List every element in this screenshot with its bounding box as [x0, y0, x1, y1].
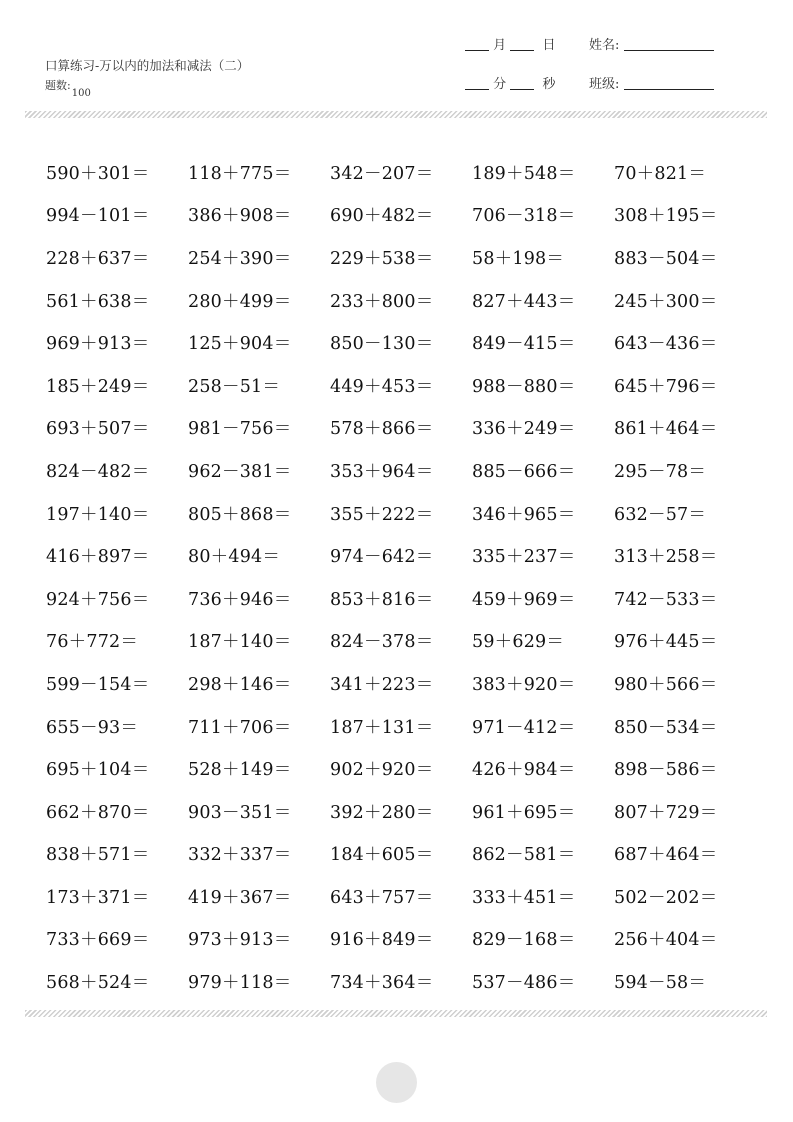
problem-item: 742－533＝ [614, 589, 718, 610]
bottom-divider [25, 1010, 767, 1017]
problem-item: 594－58＝ [614, 973, 707, 994]
problem-row [46, 236, 756, 279]
day-label: 日 [542, 38, 556, 53]
minute-blank[interactable] [465, 89, 489, 90]
minute-label: 分 [493, 77, 507, 92]
problem-item: 829－168＝ [472, 930, 576, 951]
problem-item: 590＋301＝ [46, 163, 150, 184]
problem-item: 335＋237＝ [472, 547, 576, 568]
page-indicator [376, 1062, 417, 1103]
problem-item: 70＋821＝ [614, 163, 707, 184]
problem-item: 528＋149＝ [188, 760, 292, 781]
problem-item: 386＋908＝ [188, 206, 292, 227]
problem-item: 979＋118＝ [188, 973, 292, 994]
problem-item: 807＋729＝ [614, 802, 718, 823]
problem-item: 885－666＝ [472, 461, 576, 482]
problem-item: 988－880＝ [472, 376, 576, 397]
problem-grid [46, 151, 756, 1003]
problem-item: 861＋464＝ [614, 419, 718, 440]
problem-item: 981－756＝ [188, 419, 292, 440]
problem-item: 838＋571＝ [46, 845, 150, 866]
problem-item: 805＋868＝ [188, 504, 292, 525]
problem-item: 313＋258＝ [614, 547, 718, 568]
month-label: 月 [493, 38, 507, 53]
problem-item: 853＋816＝ [330, 589, 434, 610]
problem-item: 333＋451＝ [472, 887, 576, 908]
problem-item: 187＋131＝ [330, 717, 434, 738]
problem-item: 903－351＝ [188, 802, 292, 823]
problem-item: 632－57＝ [614, 504, 707, 525]
problem-count-label: 题数: [45, 79, 71, 92]
time-fields [465, 73, 555, 92]
problem-item: 298＋146＝ [188, 674, 292, 695]
problem-item: 974－642＝ [330, 547, 434, 568]
problem-item: 342－207＝ [330, 163, 434, 184]
problem-item: 824－378＝ [330, 632, 434, 653]
problem-item: 862－581＝ [472, 845, 576, 866]
problem-item: 643－436＝ [614, 334, 718, 355]
month-blank[interactable] [465, 50, 489, 51]
name-field [589, 34, 714, 53]
problem-item: 850－534＝ [614, 717, 718, 738]
problem-item: 969＋913＝ [46, 334, 150, 355]
problem-item: 973＋913＝ [188, 930, 292, 951]
problem-item: 229＋538＝ [330, 248, 434, 269]
problem-item: 971－412＝ [472, 717, 576, 738]
class-blank[interactable] [624, 89, 714, 90]
problem-item: 419＋367＝ [188, 887, 292, 908]
problem-item: 233＋800＝ [330, 291, 434, 312]
problem-item: 687＋464＝ [614, 845, 718, 866]
class-label: 班级: [589, 77, 620, 92]
problem-item: 883－504＝ [614, 248, 718, 269]
problem-item: 898－586＝ [614, 760, 718, 781]
problem-item: 173＋371＝ [46, 887, 150, 908]
problem-item: 662＋870＝ [46, 802, 150, 823]
problem-row [46, 833, 756, 876]
problem-item: 655－93＝ [46, 717, 139, 738]
problem-item: 308＋195＝ [614, 206, 718, 227]
problem-row [46, 321, 756, 364]
problem-item: 254＋390＝ [188, 248, 292, 269]
problem-item: 76＋772＝ [46, 632, 139, 653]
problem-item: 336＋249＝ [472, 419, 576, 440]
problem-item: 980＋566＝ [614, 674, 718, 695]
problem-item: 924＋756＝ [46, 589, 150, 610]
problem-row [46, 620, 756, 663]
problem-item: 962－381＝ [188, 461, 292, 482]
problem-item: 693＋507＝ [46, 419, 150, 440]
problem-row [46, 492, 756, 535]
problem-item: 228＋637＝ [46, 248, 150, 269]
problem-item: 125＋904＝ [188, 334, 292, 355]
problem-item: 736＋946＝ [188, 589, 292, 610]
problem-row [46, 747, 756, 790]
problem-item: 850－130＝ [330, 334, 434, 355]
problem-item: 561＋638＝ [46, 291, 150, 312]
problem-item: 332＋337＝ [188, 845, 292, 866]
problem-item: 80＋494＝ [188, 547, 281, 568]
name-blank[interactable] [624, 50, 714, 51]
problem-item: 568＋524＝ [46, 973, 150, 994]
problem-item: 280＋499＝ [188, 291, 292, 312]
second-blank[interactable] [510, 89, 534, 90]
problem-item: 118＋775＝ [188, 163, 292, 184]
problem-item: 295－78＝ [614, 461, 707, 482]
problem-row [46, 279, 756, 322]
problem-item: 961＋695＝ [472, 802, 576, 823]
problem-item: 426＋984＝ [472, 760, 576, 781]
problem-item: 341＋223＝ [330, 674, 434, 695]
problem-item: 599－154＝ [46, 674, 150, 695]
problem-row [46, 918, 756, 961]
problem-row [46, 449, 756, 492]
problem-item: 353＋964＝ [330, 461, 434, 482]
problem-count-value: 100 [71, 88, 91, 99]
problem-item: 643＋757＝ [330, 887, 434, 908]
problem-item: 537－486＝ [472, 973, 576, 994]
problem-item: 58＋198＝ [472, 248, 565, 269]
problem-item: 184＋605＝ [330, 845, 434, 866]
problem-item: 449＋453＝ [330, 376, 434, 397]
problem-row [46, 705, 756, 748]
second-label: 秒 [542, 77, 556, 92]
problem-item: 189＋548＝ [472, 163, 576, 184]
problem-row [46, 662, 756, 705]
problem-row [46, 960, 756, 1003]
problem-count [45, 77, 91, 99]
problem-row [46, 534, 756, 577]
problem-item: 245＋300＝ [614, 291, 718, 312]
problem-item: 59＋629＝ [472, 632, 565, 653]
problem-item: 502－202＝ [614, 887, 718, 908]
problem-item: 459＋969＝ [472, 589, 576, 610]
problem-item: 645＋796＝ [614, 376, 718, 397]
name-label: 姓名: [589, 38, 620, 53]
class-field [589, 73, 714, 92]
problem-item: 849－415＝ [472, 334, 576, 355]
worksheet-title: 口算练习-万以内的加法和减法（二） [45, 58, 250, 73]
problem-row [46, 875, 756, 918]
problem-item: 690＋482＝ [330, 206, 434, 227]
problem-item: 706－318＝ [472, 206, 576, 227]
problem-item: 695＋104＝ [46, 760, 150, 781]
day-blank[interactable] [510, 50, 534, 51]
problem-item: 711＋706＝ [188, 717, 292, 738]
problem-item: 734＋364＝ [330, 973, 434, 994]
problem-row [46, 364, 756, 407]
problem-item: 197＋140＝ [46, 504, 150, 525]
problem-item: 187＋140＝ [188, 632, 292, 653]
problem-row [46, 790, 756, 833]
problem-item: 416＋897＝ [46, 547, 150, 568]
problem-row [46, 151, 756, 194]
problem-item: 827＋443＝ [472, 291, 576, 312]
problem-item: 383＋920＝ [472, 674, 576, 695]
problem-item: 824－482＝ [46, 461, 150, 482]
problem-item: 733＋669＝ [46, 930, 150, 951]
problem-item: 916＋849＝ [330, 930, 434, 951]
problem-row [46, 407, 756, 450]
problem-item: 346＋965＝ [472, 504, 576, 525]
problem-item: 902＋920＝ [330, 760, 434, 781]
problem-item: 578＋866＝ [330, 419, 434, 440]
problem-item: 994－101＝ [46, 206, 150, 227]
problem-item: 392＋280＝ [330, 802, 434, 823]
problem-item: 185＋249＝ [46, 376, 150, 397]
problem-row [46, 194, 756, 237]
problem-item: 256＋404＝ [614, 930, 718, 951]
problem-item: 258－51＝ [188, 376, 281, 397]
problem-row [46, 577, 756, 620]
problem-item: 355＋222＝ [330, 504, 434, 525]
top-divider [25, 111, 767, 118]
date-fields [465, 34, 555, 53]
problem-item: 976＋445＝ [614, 632, 718, 653]
